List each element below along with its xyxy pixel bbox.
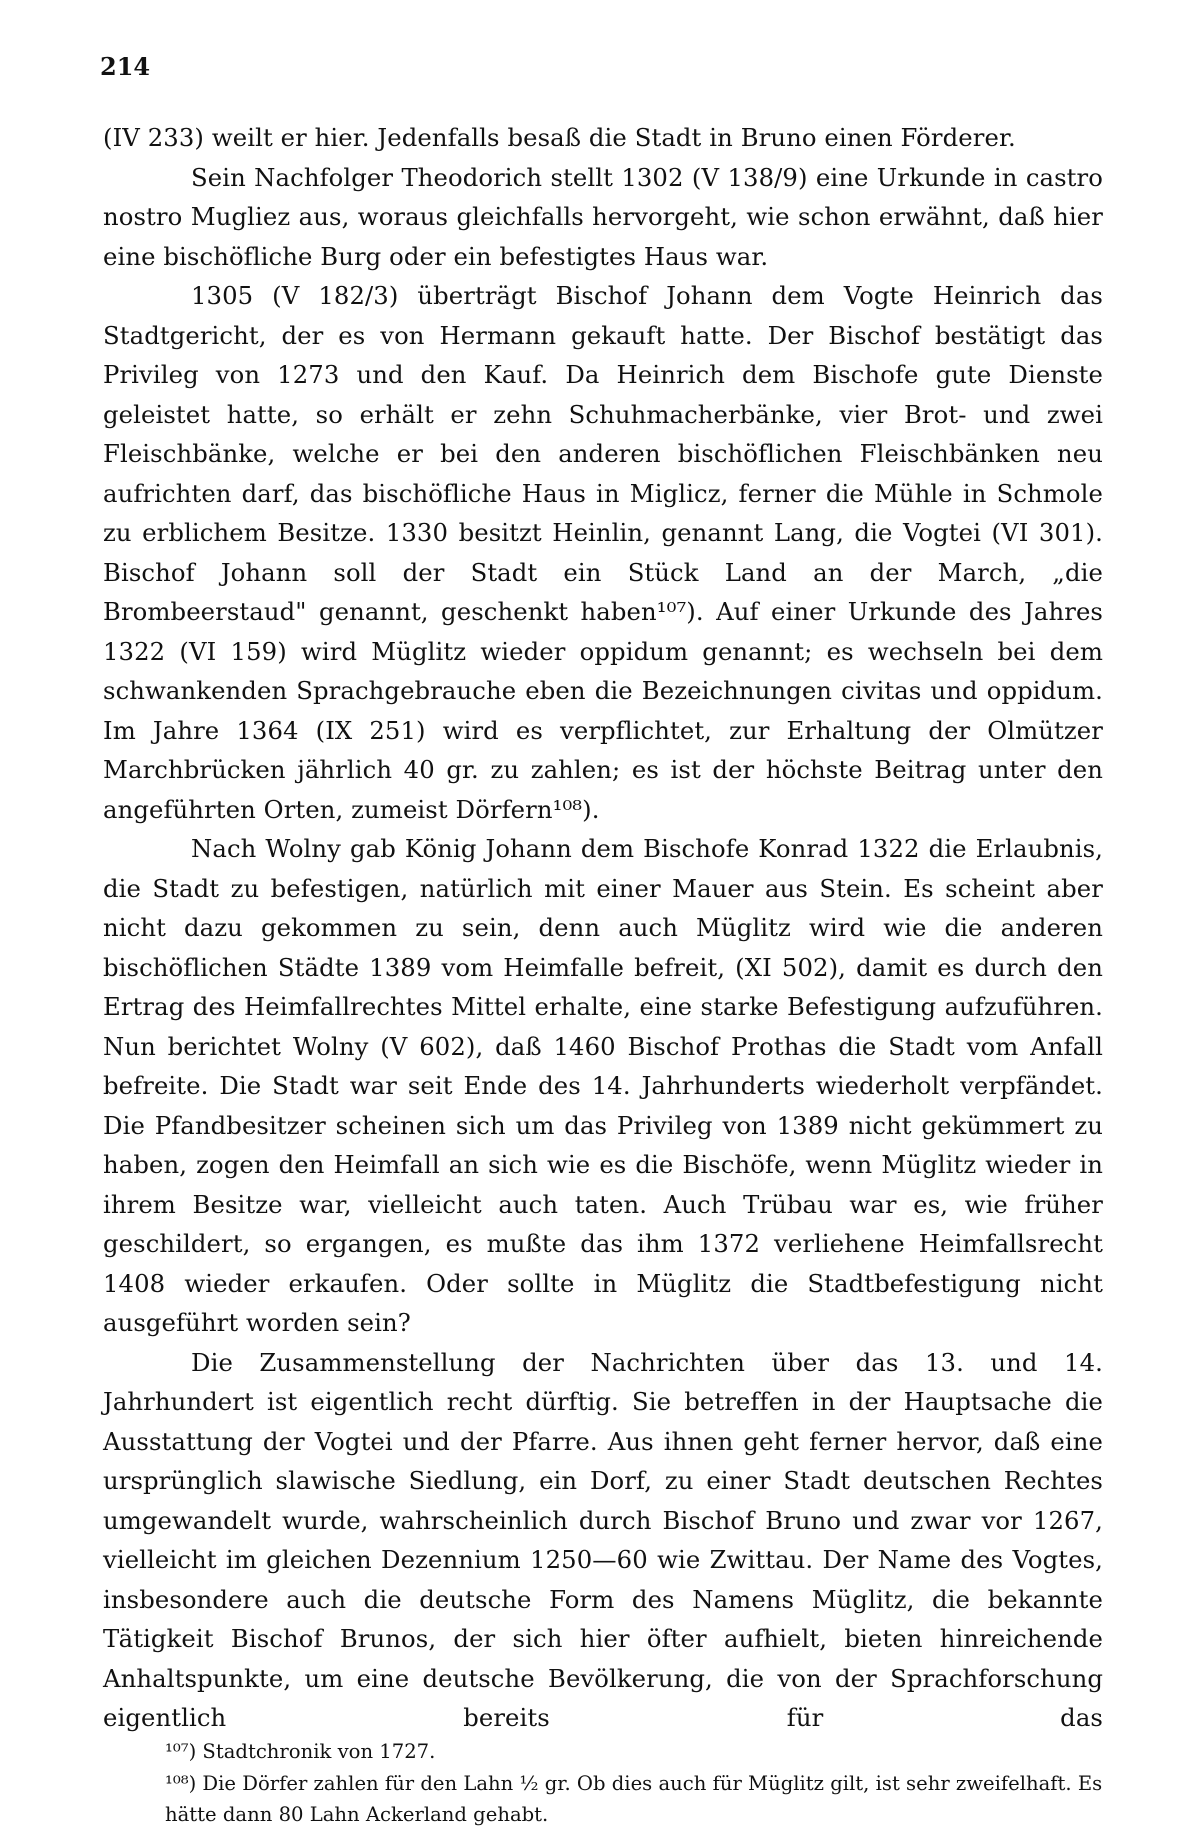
footnote-107: ¹⁰⁷) Stadtchronik von 1727.	[165, 1740, 436, 1763]
footnote-108: ¹⁰⁸) Die Dörfer zahlen für den Lahn ½ gr. Ob dies auch für Müglitz gilt, ist sehr zweifelhaft. Es hätte dann 80 Lahn Ackerland gehabt.	[165, 1771, 1103, 1826]
paragraph-4: Nach Wolny gab König Johann dem Bischofe Konrad 1322 die Erlaubnis, die Stadt zu befestigen, natürlich mit einer Mauer aus Stein. Es scheint aber nicht dazu gekommen zu sein, denn auch Müglitz wird wie die anderen bischöflichen Städte 1389 vom Heimfalle befreit, (XI 502), damit es durch den Ertrag des Heimfallrechtes Mittel erhalte, eine starke Befestigung aufzuführen. Nun berichtet Wolny (V 602), daß 1460 Bischof Prothas die Stadt vom Anfall befreite. Die Stadt war seit Ende des 14. Jahrhunderts wiederholt verpfändet. Die Pfandbesitzer scheinen sich um das Privileg von 1389 nicht gekümmert zu haben, zogen den Heimfall an sich wie es die Bischöfe, wenn Müglitz wieder in ihrem Besitze war, vielleicht auch taten. Auch Trübau war es, wie früher geschildert, so ergangen, es mußte das ihm 1372 verliehene Heimfallsrecht 1408 wieder erkaufen. Oder sollte in Müglitz die Stadtbefestigung nicht ausgeführt worden sein?	[103, 834, 1103, 1337]
footnotes	[103, 1736, 1103, 1831]
body-text	[103, 118, 1103, 1738]
paragraph-3: 1305 (V 182/3) überträgt Bischof Johann dem Vogte Heinrich das Stadtgericht, der es von Hermann gekauft hatte. Der Bischof bestätigt das Privileg von 1273 und den Kauf. Da Heinrich dem Bischofe gute Dienste geleistet hatte, so erhält er zehn Schuhmacherbänke, vier Brot- und zwei Fleischbänke, welche er bei den anderen bischöflichen Fleischbänken neu aufrichten darf, das bischöfliche Haus in Miglicz, ferner die Mühle in Schmole zu erblichem Besitze. 1330 besitzt Heinlin, genannt Lang, die Vogtei (VI 301). Bischof Johann soll der Stadt ein Stück Land an der March, „die Brombeerstaud" genannt, geschenkt haben¹⁰⁷). Auf einer Urkunde des Jahres 1322 (VI 159) wird Müglitz wieder oppidum genannt; es wechseln bei dem schwankenden Sprachgebrauche eben die Bezeichnungen civitas und oppidum. Im Jahre 1364 (IX 251) wird es verpflichtet, zur Erhaltung der Olmützer Marchbrücken jährlich 40 gr. zu zahlen; es ist der höchste Beitrag unter den angeführten Orten, zumeist Dörfern¹⁰⁸).	[103, 281, 1103, 824]
paragraph-2: Sein Nachfolger Theodorich stellt 1302 (V 138/9) eine Urkunde in castro nostro Mugliez aus, woraus gleichfalls hervorgeht, wie schon erwähnt, daß hier eine bischöfliche Burg oder ein befestigtes Haus war.	[103, 162, 1103, 271]
paragraph-1: (IV 233) weilt er hier. Jedenfalls besaß die Stadt in Bruno einen Förderer.	[103, 123, 1016, 152]
paragraph-5: Die Zusammenstellung der Nachrichten über das 13. und 14. Jahrhundert ist eigentlich recht dürftig. Sie betreffen in der Hauptsache die Ausstattung der Vogtei und der Pfarre. Aus ihnen geht ferner hervor, daß eine ursprünglich slawische Siedlung, ein Dorf, zu einer Stadt deutschen Rechtes umgewandelt wurde, wahrscheinlich durch Bischof Bruno und zwar vor 1267, vielleicht im gleichen Dezennium 1250—60 wie Zwittau. Der Name des Vogtes, insbesondere auch die deutsche Form des Namens Müglitz, die bekannte Tätigkeit Bischof Brunos, der sich hier öfter aufhielt, bieten hinreichende Anhaltspunkte, um eine deutsche Bevölkerung, die von der Sprachforschung eigentlich bereits für das	[103, 1347, 1103, 1732]
page-number: 214	[100, 52, 151, 81]
